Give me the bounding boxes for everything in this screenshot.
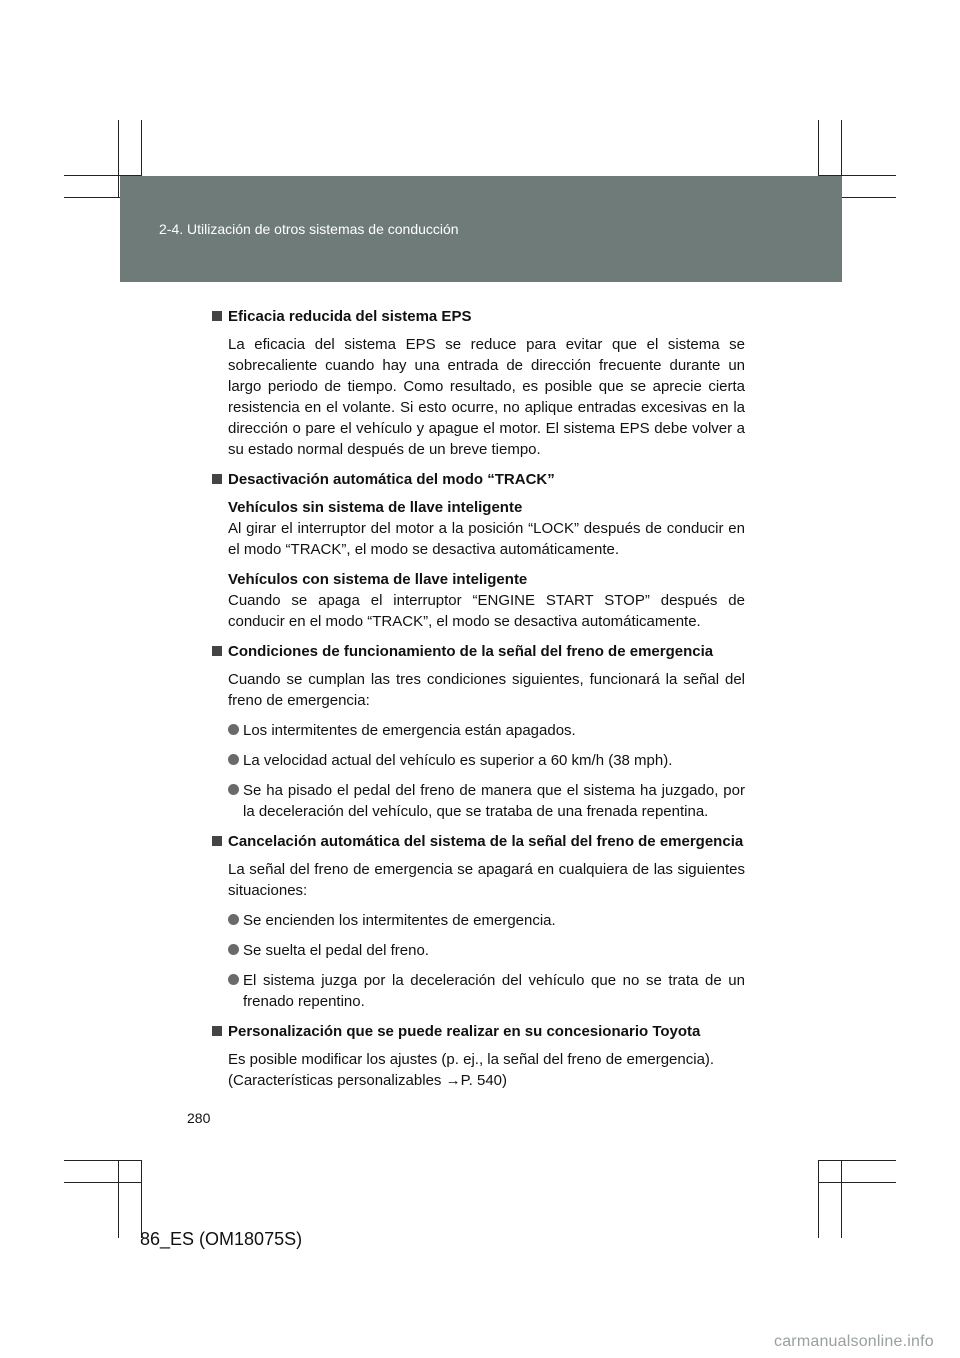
list-item [212, 970, 745, 1012]
section-brake-signal-conditions [212, 641, 745, 822]
crop-mark [64, 1182, 142, 1183]
section-title-text: Personalización que se puede realizar en su concesionario Toyota [228, 1023, 701, 1040]
paragraph [212, 569, 745, 632]
paragraph-text: Es posible modificar los ajustes (p. ej., la señal del freno de emergencia). (Características personalizables →P. 540) [228, 1051, 715, 1089]
list-item-text: Los intermitentes de emergencia están apagados. [243, 722, 576, 739]
paragraph [212, 497, 745, 560]
square-bullet-icon [212, 474, 222, 484]
crop-mark [118, 1160, 119, 1238]
section-track-mode [212, 469, 745, 632]
crop-mark [841, 1160, 842, 1238]
section-title [212, 1021, 745, 1042]
section-title [212, 469, 745, 490]
crop-mark [64, 1160, 142, 1161]
square-bullet-icon [212, 646, 222, 656]
square-bullet-icon [212, 311, 222, 321]
crop-mark [818, 1182, 896, 1183]
crop-mark [818, 1160, 819, 1238]
circle-bullet-icon [228, 944, 239, 955]
square-bullet-icon [212, 1026, 222, 1036]
list-item [212, 720, 745, 741]
square-bullet-icon [212, 836, 222, 846]
crop-mark [141, 1160, 142, 1238]
section-title [212, 306, 745, 327]
paragraph-text: Cuando se cumplan las tres condiciones siguientes, funcionará la señal del freno de emergencia: [228, 671, 745, 709]
list-item-text: Se ha pisado el pedal del freno de manera que el sistema ha juzgado, por la deceleración del vehículo, que se trataba de una frenada repentina. [243, 782, 745, 820]
section-customization [212, 1021, 745, 1091]
paragraph-text: Al girar el interruptor del motor a la posición “LOCK” después de conducir en el modo “TRACK”, el modo se desactiva automáticamente. [228, 520, 745, 558]
document-code: 86_ES (OM18075S) [140, 1229, 303, 1249]
subsection-title: Vehículos con sistema de llave inteligente [228, 571, 528, 588]
circle-bullet-icon [228, 784, 239, 795]
watermark: carmanualsonline.info [774, 1333, 934, 1350]
header-title: 2-4. Utilización de otros sistemas de conducción [159, 221, 459, 237]
section-title-text: Cancelación automática del sistema de la señal del freno de emergencia [228, 833, 744, 850]
list-item-text: Se suelta el pedal del freno. [243, 942, 429, 959]
list-item [212, 940, 745, 961]
section-header-band [120, 176, 842, 282]
section-title-text: Condiciones de funcionamiento de la señal del freno de emergencia [228, 643, 714, 660]
paragraph-text: La eficacia del sistema EPS se reduce para evitar que el sistema se sobrecaliente cuando hay una entrada de dirección frecuente durante un largo periodo de tiempo. Como resultado, es posible que se aprecie cierta resistencia en el volante. Si esto ocurre, no aplique entradas excesivas en la dirección o pare el vehículo y apague el motor. El sistema EPS debe volver a su estado normal después de un breve tiempo. [228, 336, 745, 458]
section-title-text: Eficacia reducida del sistema EPS [228, 308, 472, 325]
section-brake-signal-cancel [212, 831, 745, 1012]
section-title-text: Desactivación automática del modo “TRACK” [228, 471, 555, 488]
crop-mark [118, 120, 119, 198]
list-item [212, 910, 745, 931]
circle-bullet-icon [228, 974, 239, 985]
list-item-text: Se encienden los intermitentes de emergencia. [243, 912, 556, 929]
page-content [212, 306, 745, 1100]
page-number: 280 [187, 1110, 211, 1126]
circle-bullet-icon [228, 754, 239, 765]
section-title [212, 831, 745, 852]
circle-bullet-icon [228, 724, 239, 735]
paragraph-text: Cuando se apaga el interruptor “ENGINE START STOP” después de conducir en el modo “TRACK”, el modo se desactiva automáticamente. [228, 592, 745, 630]
list-item-text: La velocidad actual del vehículo es superior a 60 km/h (38 mph). [243, 752, 673, 769]
paragraph-text: La señal del freno de emergencia se apagará en cualquiera de las siguientes situaciones: [228, 861, 745, 899]
section-eps [212, 306, 745, 460]
paragraph [212, 334, 745, 460]
section-title [212, 641, 745, 662]
circle-bullet-icon [228, 914, 239, 925]
paragraph [212, 1049, 745, 1091]
list-item-text: El sistema juzga por la deceleración del vehículo que no se trata de un frenado repentino. [243, 972, 745, 1010]
paragraph [212, 859, 745, 901]
crop-mark [818, 1160, 896, 1161]
list-item [212, 750, 745, 771]
subsection-title: Vehículos sin sistema de llave inteligente [228, 499, 523, 516]
list-item [212, 780, 745, 822]
paragraph [212, 669, 745, 711]
